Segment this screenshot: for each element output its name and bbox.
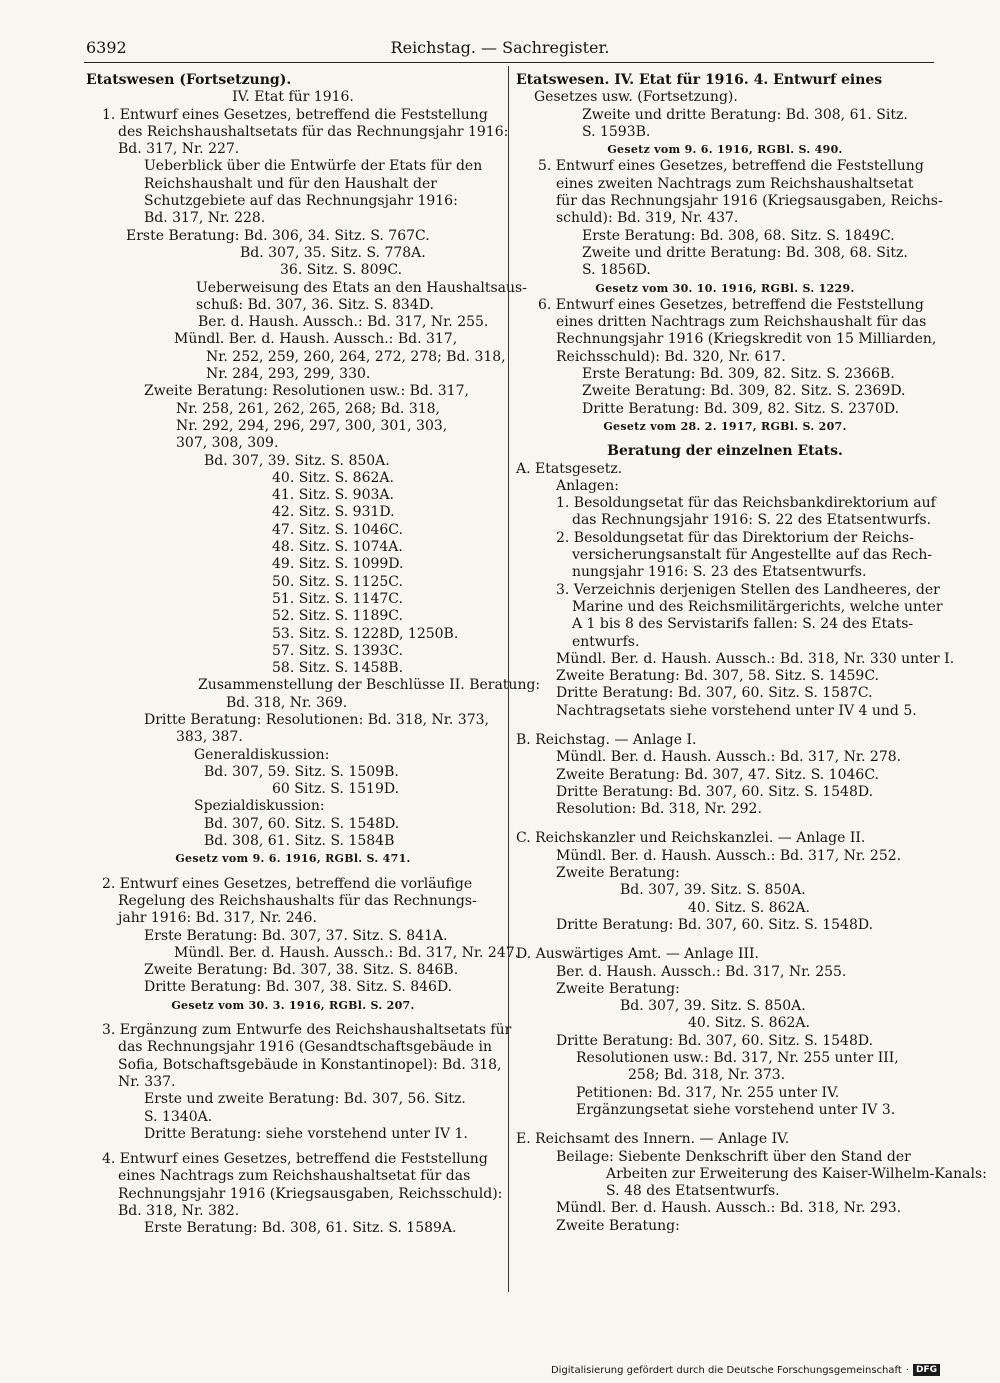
running-title: Reichstag. — Sachregister. xyxy=(390,38,610,57)
entry-line: Reichsschuld): Bd. 320, Nr. 617. xyxy=(556,348,786,365)
entry-line: Petitionen: Bd. 317, Nr. 255 unter IV. xyxy=(576,1084,840,1101)
entry-line: Reichshaushalt und für den Haushalt der xyxy=(144,175,437,192)
entry-line: Dritte Beratung: Bd. 307, 38. Sitz. S. 846D. xyxy=(144,979,453,996)
spacer xyxy=(516,435,934,443)
entry-line: Bd. 307, 60. Sitz. S. 1548D. xyxy=(204,815,400,832)
law-citation: Gesetz vom 28. 2. 1917, RGBl. S. 207. xyxy=(603,419,847,433)
entry-line: Nr. 292, 294, 296, 297, 300, 301, 303, xyxy=(176,417,448,434)
entry-line: Nr. 252, 259, 260, 264, 272, 278; Bd. 318, xyxy=(206,348,506,365)
header-rule xyxy=(84,62,934,63)
entry-line: Zweite Beratung: Bd. 309, 82. Sitz. S. 2369D. xyxy=(582,383,906,400)
law-citation: Gesetz vom 9. 6. 1916, RGBl. S. 471. xyxy=(175,852,411,866)
entry-line: Ergänzungsetat siehe vorstehend unter IV 3. xyxy=(576,1101,896,1118)
entry-line: Dritte Beratung: Bd. 309, 82. Sitz. S. 2370D. xyxy=(582,400,900,417)
entry-line: Erste Beratung: Bd. 306, 34. Sitz. S. 767C. xyxy=(126,227,430,244)
entry-line: 57. Sitz. S. 1393C. xyxy=(272,642,403,659)
entry-line: 2. Entwurf eines Gesetzes, betreffend die vorläufige xyxy=(102,875,473,892)
footer: Digitalisierung gefördert durch die Deutsche Forschungsgemeinschaft · DFG xyxy=(551,1364,940,1376)
dfg-logo: DFG xyxy=(913,1364,940,1376)
section-heading: Beratung der einzelnen Etats. xyxy=(607,443,843,460)
entry-line: Spezialdiskussion: xyxy=(194,798,325,815)
entry-line: S. 1856D. xyxy=(582,262,651,279)
entry-line: Dritte Beratung: Bd. 307, 60. Sitz. S. 1548D. xyxy=(556,1032,874,1049)
entry-line: 3. Ergänzung zum Entwurfe des Reichshaushaltsetats für xyxy=(102,1022,512,1039)
entry-line: Erste und zweite Beratung: Bd. 307, 56. Sitz. xyxy=(144,1091,466,1108)
entry-line: 60 Sitz. S. 1519D. xyxy=(272,781,400,798)
entry-line: eines dritten Nachtrags zum Reichshaushalt für das xyxy=(556,314,927,331)
law-citation: Gesetz vom 30. 3. 1916, RGBl. S. 207. xyxy=(171,998,415,1012)
entry-line: des Reichshaushaltsetats für das Rechnungsjahr 1916: xyxy=(118,123,509,140)
entry-line: Zweite Beratung: Bd. 307, 58. Sitz. S. 1459C. xyxy=(556,668,879,685)
entry-line: Zweite Beratung: xyxy=(556,1217,680,1234)
entry-line: für das Rechnungsjahr 1916 (Kriegsausgaben, Reichs- xyxy=(556,193,943,210)
entry-line: E. Reichsamt des Innern. — Anlage IV. xyxy=(516,1131,790,1148)
entry-line: Erste Beratung: Bd. 308, 68. Sitz. S. 1849C. xyxy=(582,227,895,244)
entry-line: Gesetzes usw. (Fortsetzung). xyxy=(534,89,738,106)
entry-line: Zweite Beratung: Resolutionen usw.: Bd. 317, xyxy=(144,383,469,400)
entry-line: Regelung des Reichshaushalts für das Rechnungs- xyxy=(118,892,477,909)
entry-line: Dritte Beratung: Resolutionen: Bd. 318, Nr. 373, xyxy=(144,711,489,728)
page-number: 6392 xyxy=(86,38,127,57)
entry-line: Ber. d. Haush. Aussch.: Bd. 317, Nr. 255. xyxy=(198,314,489,331)
entry-line: 51. Sitz. S. 1147C. xyxy=(272,590,403,607)
entry-line: Mündl. Ber. d. Haush. Aussch.: Bd. 317, Nr. 278. xyxy=(556,749,902,766)
spacer xyxy=(516,720,934,732)
entry-line: 47. Sitz. S. 1046C. xyxy=(272,521,403,538)
entry-line: Resolution: Bd. 318, Nr. 292. xyxy=(556,801,762,818)
entry-line: Bd. 307, 39. Sitz. S. 850A. xyxy=(204,452,390,469)
entry-line: Schutzgebiete auf das Rechnungsjahr 1916: xyxy=(144,193,458,210)
entry-line: Beilage: Siebente Denkschrift über den Stand der xyxy=(556,1148,911,1165)
spacer xyxy=(86,1143,500,1151)
entry-line: 1. Besoldungsetat für das Reichsbankdirektorium auf xyxy=(556,495,936,512)
entry-line: Nachtragsetats siehe vorstehend unter IV 4 und 5. xyxy=(556,702,917,719)
entry-line: Mündl. Ber. d. Haush. Aussch.: Bd. 318, Nr. 330 unter I. xyxy=(556,650,955,667)
entry-line: Anlagen: xyxy=(556,477,619,494)
entry-line: 5. Entwurf eines Gesetzes, betreffend die Feststellung xyxy=(538,158,924,175)
entry-line: IV. Etat für 1916. xyxy=(232,89,354,106)
entry-line: 48. Sitz. S. 1074A. xyxy=(272,539,403,556)
entry-line: eines Nachtrags zum Reichshaushaltsetat für das xyxy=(118,1168,471,1185)
entry-line: S. 1340A. xyxy=(144,1108,213,1125)
entry-line: 40. Sitz. S. 862A. xyxy=(688,1015,810,1032)
spacer xyxy=(516,1119,934,1131)
entry-line: Erste Beratung: Bd. 307, 37. Sitz. S. 841A. xyxy=(144,927,448,944)
footer-credit: Digitalisierung gefördert durch die Deutsche Forschungsgemeinschaft xyxy=(550,1364,902,1376)
section-heading: Etatswesen. IV. Etat für 1916. 4. Entwurf eines xyxy=(516,72,883,88)
entry-line: entwurfs. xyxy=(572,633,640,650)
entry-line: Arbeiten zur Erweiterung des Kaiser-Wilhelm-Kanals: xyxy=(606,1165,987,1182)
spacer xyxy=(516,818,934,830)
entry-line: Bd. 317, Nr. 227. xyxy=(118,141,240,158)
entry-line: Bd. 308, 61. Sitz. S. 1584B xyxy=(204,833,395,850)
entry-line: Zweite Beratung: xyxy=(556,865,680,882)
entry-line: Zweite und dritte Beratung: Bd. 308, 61. Sitz. xyxy=(582,106,908,123)
entry-line: 307, 308, 309. xyxy=(176,435,279,452)
entry-line: Dritte Beratung: Bd. 307, 60. Sitz. S. 1587C. xyxy=(556,685,873,702)
entry-line: 3. Verzeichnis derjenigen Stellen des Landheeres, der xyxy=(556,581,940,598)
entry-line: 49. Sitz. S. 1099D. xyxy=(272,556,404,573)
entry-line: Bd. 307, 39. Sitz. S. 850A. xyxy=(620,998,806,1015)
entry-line: Ueberblick über die Entwürfe der Etats für den xyxy=(144,158,483,175)
entry-line: C. Reichskanzler und Reichskanzlei. — Anlage II. xyxy=(516,830,866,847)
entry-line: nungsjahr 1916: S. 23 des Etatsentwurfs. xyxy=(572,564,867,581)
entry-line: Bd. 307, 35. Sitz. S. 778A. xyxy=(240,244,426,261)
entry-line: Rechnungsjahr 1916 (Kriegsausgaben, Reichsschuld): xyxy=(118,1185,503,1202)
entry-line: 2. Besoldungsetat für das Direktorium der Reichs- xyxy=(556,529,914,546)
entry-line: 53. Sitz. S. 1228D, 1250B. xyxy=(272,625,459,642)
entry-line: Mündl. Ber. d. Haush. Aussch.: Bd. 317, Nr. 252. xyxy=(556,847,902,864)
right-column xyxy=(516,72,987,1235)
entry-line: Mündl. Ber. d. Haush. Aussch.: Bd. 318, Nr. 293. xyxy=(556,1200,902,1217)
entry-line: Erste Beratung: Bd. 308, 61. Sitz. S. 1589A. xyxy=(144,1220,457,1237)
entry-line: Bd. 318, Nr. 369. xyxy=(226,694,348,711)
entry-line: 258; Bd. 318, Nr. 373. xyxy=(628,1067,786,1084)
entry-line: B. Reichstag. — Anlage I. xyxy=(516,731,697,748)
entry-line: jahr 1916: Bd. 317, Nr. 246. xyxy=(118,910,317,927)
entry-line: Nr. 284, 293, 299, 330. xyxy=(206,366,371,383)
entry-line: 58. Sitz. S. 1458B. xyxy=(272,660,404,677)
entry-line: 6. Entwurf eines Gesetzes, betreffend die Feststellung xyxy=(538,296,924,313)
entry-line: Zusammenstellung der Beschlüsse II. Beratung: xyxy=(198,677,541,694)
entry-line: Dritte Beratung: siehe vorstehend unter IV 1. xyxy=(144,1125,468,1142)
left-column xyxy=(86,72,541,1238)
entry-line: Bd. 317, Nr. 228. xyxy=(144,210,266,227)
entry-line: 4. Entwurf eines Gesetzes, betreffend die Feststellung xyxy=(102,1151,488,1168)
law-citation: Gesetz vom 30. 10. 1916, RGBl. S. 1229. xyxy=(595,281,855,295)
entry-line: Mündl. Ber. d. Haush. Aussch.: Bd. 317, xyxy=(174,331,458,348)
entry-line: 1. Entwurf eines Gesetzes, betreffend die Feststellung xyxy=(102,106,488,123)
entry-line: 42. Sitz. S. 931D. xyxy=(272,504,395,521)
entry-line: 383, 387. xyxy=(176,729,243,746)
entry-line: versicherungsanstalt für Angestellte auf das Rech- xyxy=(572,547,933,564)
entry-line: Marine und des Reichsmilitärgerichts, welche unter xyxy=(572,598,943,615)
entry-line: Ueberweisung des Etats an den Haushaltsaus- xyxy=(196,279,527,296)
spacer xyxy=(516,934,934,946)
law-citation: Gesetz vom 9. 6. 1916, RGBl. S. 490. xyxy=(607,143,843,157)
section-heading: Etatswesen (Fortsetzung). xyxy=(86,72,292,88)
entry-line: Bd. 307, 59. Sitz. S. 1509B. xyxy=(204,763,399,780)
entry-line: Ber. d. Haush. Aussch.: Bd. 317, Nr. 255. xyxy=(556,963,847,980)
spacer xyxy=(86,868,500,876)
entry-line: Generaldiskussion: xyxy=(194,746,330,763)
entry-line: Nr. 337. xyxy=(118,1073,176,1090)
entry-line: Sofia, Botschaftsgebäude in Konstantinopel): Bd. 318, xyxy=(118,1056,502,1073)
entry-line: Zweite und dritte Beratung: Bd. 308, 68. Sitz. xyxy=(582,244,908,261)
entry-line: D. Auswärtiges Amt. — Anlage III. xyxy=(516,946,759,963)
entry-line: 36. Sitz. S. 809C. xyxy=(280,262,403,279)
entry-line: 52. Sitz. S. 1189C. xyxy=(272,608,403,625)
entry-line: Nr. 258, 261, 262, 265, 268; Bd. 318, xyxy=(176,400,441,417)
entry-line: schuld): Bd. 319, Nr. 437. xyxy=(556,210,739,227)
entry-line: Bd. 307, 39. Sitz. S. 850A. xyxy=(620,882,806,899)
entry-line: 41. Sitz. S. 903A. xyxy=(272,487,394,504)
entry-line: Zweite Beratung: Bd. 307, 38. Sitz. S. 846B. xyxy=(144,962,459,979)
entry-line: Rechnungsjahr 1916 (Kriegskredit von 15 Milliarden, xyxy=(556,331,937,348)
entry-line: A. Etatsgesetz. xyxy=(516,460,623,477)
entry-line: Dritte Beratung: Bd. 307, 60. Sitz. S. 1548D. xyxy=(556,783,874,800)
entry-line: eines zweiten Nachtrags zum Reichshaushaltsetat xyxy=(556,175,914,192)
entry-line: 50. Sitz. S. 1125C. xyxy=(272,573,403,590)
entry-line: das Rechnungsjahr 1916 (Gesandtschaftsgebäude in xyxy=(118,1039,492,1056)
entry-line: Zweite Beratung: Bd. 307, 47. Sitz. S. 1046C. xyxy=(556,766,879,783)
entry-line: Mündl. Ber. d. Haush. Aussch.: Bd. 317, Nr. 247. xyxy=(174,944,520,961)
entry-line: S. 48 des Etatsentwurfs. xyxy=(606,1183,780,1200)
entry-line: das Rechnungsjahr 1916: S. 22 des Etatsentwurfs. xyxy=(572,512,932,529)
entry-line: Erste Beratung: Bd. 309, 82. Sitz. S. 2366B. xyxy=(582,366,895,383)
entry-line: 40. Sitz. S. 862A. xyxy=(688,899,810,916)
entry-line: S. 1593B. xyxy=(582,123,651,140)
spacer xyxy=(86,1014,500,1022)
entry-line: Dritte Beratung: Bd. 307, 60. Sitz. S. 1548D. xyxy=(556,916,874,933)
entry-line: Resolutionen usw.: Bd. 317, Nr. 255 unter III, xyxy=(576,1050,899,1067)
entry-line: Bd. 318, Nr. 382. xyxy=(118,1203,240,1219)
entry-line: Zweite Beratung: xyxy=(556,980,680,997)
entry-line: A 1 bis 8 des Servistarifs fallen: S. 24 des Etats- xyxy=(572,616,914,633)
entry-line: 40. Sitz. S. 862A. xyxy=(272,469,394,486)
entry-line: schuß: Bd. 307, 36. Sitz. S. 834D. xyxy=(196,296,434,313)
